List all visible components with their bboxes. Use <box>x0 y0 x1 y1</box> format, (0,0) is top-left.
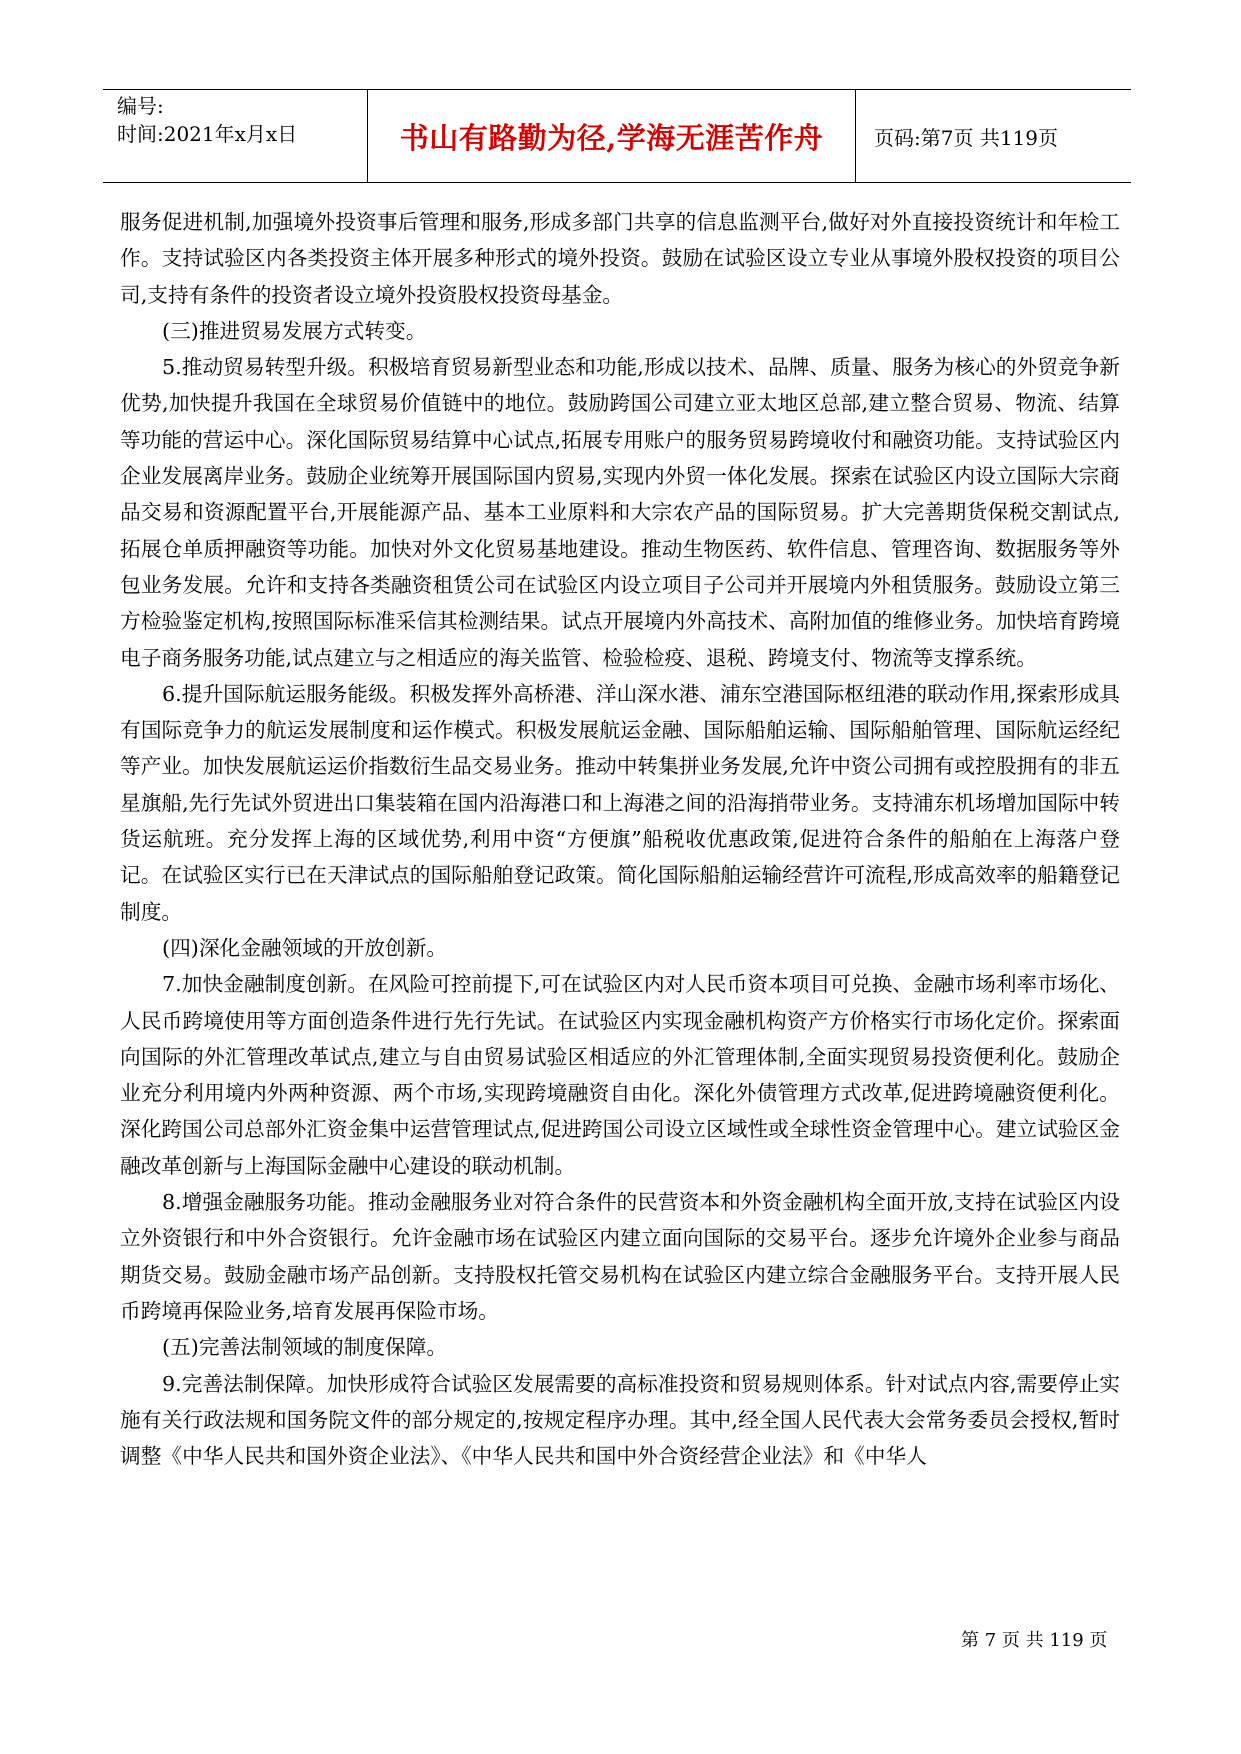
paragraph: (五)完善法制领域的制度保障。 <box>162 1335 448 1360</box>
paragraph: 5.推动贸易转型升级。积极培育贸易新型业态和功能,形成以技术、品牌、质量、服务为核心的外贸竞争新优势,加快提升我国在全球贸易价值链中的地位。鼓励跨国公司建立亚太地区总部,建立整合贸易、物流、结算等功能的营运中心。深化国际贸易结算中心试点,拓展专用账户的服务贸易跨境收付和融资功能。支持试验区内企业发展离岸业务。鼓励企业统筹开展国际国内贸易,实现内外贸一体化发展。探索在试验区内设立国际大宗商品交易和资源配置平台,开展能源产品、基本工业原料和大宗农产品的国际贸易。扩大完善期货保税交割试点,拓展仓单质押融资等功能。加快对外文化贸易基地建设。推动生物医药、软件信息、管理咨询、数据服务等外包业务发展。允许和支持各类融资租赁公司在试验区内设立项目子公司并开展境内外租赁服务。鼓励设立第三方检验鉴定机构,按照国际标准采信其检测结果。试点开展境内外高技术、高附加值的维修业务。加快培育跨境电子商务服务功能,试点建立与之相适应的海关监管、检验检疫、退税、跨境支付、物流等支撑系统。 <box>120 355 1120 670</box>
number-label: 编号: <box>117 94 164 118</box>
page-header <box>103 89 1131 183</box>
page-footer: 第 7 页 共 119 页 <box>961 1630 1108 1651</box>
page-label: 页码:第7页 共119页 <box>874 125 1058 150</box>
paragraph: 7.加快金融制度创新。在风险可控前提下,可在试验区内对人民币资本项目可兑换、金融市场利率市场化、人民币跨境使用等方面创造条件进行先行先试。在试验区内实现金融机构资产方价格实行市场化定价。探索面向国际的外汇管理改革试点,建立与自由贸易试验区相适应的外汇管理体制,全面实现贸易投资便利化。鼓励企业充分利用境内外两种资源、两个市场,实现跨境融资自由化。深化外债管理方式改革,促进跨境融资便利化。深化跨国公司总部外汇资金集中运营管理试点,促进跨国公司设立区域性或全球性资金管理中心。建立试验区金融改革创新与上海国际金融中心建设的联动机制。 <box>120 972 1120 1178</box>
paragraph: (三)推进贸易发展方式转变。 <box>162 318 427 343</box>
paragraph: 服务促进机制,加强境外投资事后管理和服务,形成多部门共享的信息监测平台,做好对外直接投资统计和年检工作。支持试验区内各类投资主体开展多种形式的境外投资。鼓励在试验区设立专业从事境外股权投资的项目公司,支持有条件的投资者设立境外投资股权投资母基金。 <box>120 210 1120 307</box>
paragraph: 6.提升国际航运服务能级。积极发挥外高桥港、洋山深水港、浦东空港国际枢纽港的联动作用,探索形成具有国际竞争力的航运发展制度和运作模式。积极发展航运金融、国际船舶运输、国际船舶管理、国际航运经纪等产业。加快发展航运运价指数衍生品交易业务。推动中转集拼业务发展,允许中资公司拥有或控股拥有的非五星旗船,先行先试外贸进出口集装箱在国内沿海港口和上海港之间的沿海捎带业务。支持浦东机场增加国际中转货运航班。充分发挥上海的区域优势,利用中资“方便旗”船税收优惠政策,促进符合条件的船舶在上海落户登记。在试验区实行已在天津试点的国际船舶登记政策。简化国际船舶运输经营许可流程,形成高效率的船籍登记制度。 <box>120 681 1120 924</box>
time-label: 时间:2021年x月x日 <box>117 122 298 146</box>
header-page-cell <box>856 90 1131 182</box>
header-info-cell <box>103 90 368 182</box>
paragraph: (四)深化金融领域的开放创新。 <box>162 935 448 960</box>
paragraph: 9.完善法制保障。加快形成符合试验区发展需要的高标准投资和贸易规则体系。针对试点内容,需要停止实施有关行政法规和国务院文件的部分规定的,按规定程序办理。其中,经全国人民代表大会常务委员会授权,暂时调整《中华人民共和国外资企业法》、《中华人民共和国中外合资经营企业法》和《中华人 <box>120 1371 1120 1469</box>
header-motto-cell <box>368 90 856 182</box>
motto-text: 书山有路勤为径,学海无涯苦作舟 <box>399 120 824 155</box>
document-body <box>120 204 1120 1474</box>
paragraph: 8.增强金融服务功能。推动金融服务业对符合条件的民营资本和外资金融机构全面开放,支持在试验区内设立外资银行和中外合资银行。允许金融市场在试验区内建立面向国际的交易平台。逐步允许境外企业参与商品期货交易。鼓励金融市场产品创新。支持股权托管交易机构在试验区内建立综合金融服务平台。支持开展人民币跨境再保险业务,培育发展再保险市场。 <box>120 1190 1120 1323</box>
